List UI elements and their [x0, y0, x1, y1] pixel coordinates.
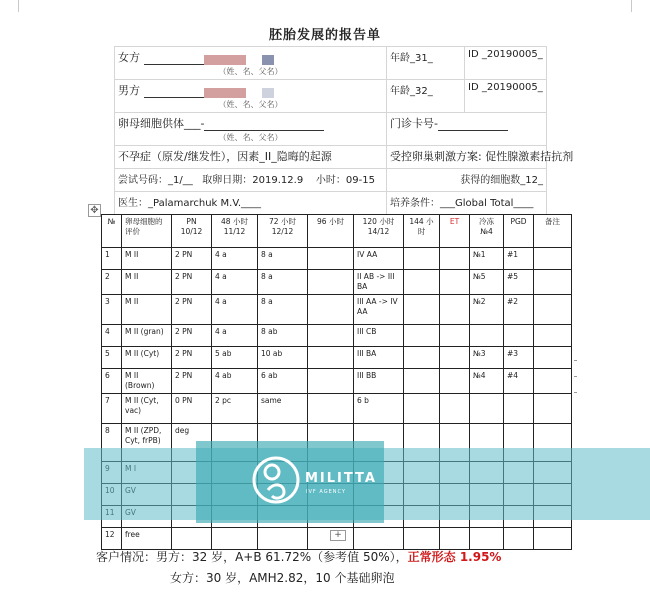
table-cell: 2 PN [172, 325, 212, 347]
table-cell: #1 [504, 248, 534, 270]
table-cell: 4 a [212, 248, 258, 270]
table-row [102, 394, 572, 424]
table-cell: №5 [470, 270, 504, 295]
column-header: 冷冻 №4 [470, 215, 504, 248]
table-cell [212, 528, 258, 550]
table-cell [470, 528, 504, 550]
table-cell [534, 325, 572, 347]
table-cell: M II (Cyt, vac) [122, 394, 172, 424]
table-cell [534, 295, 572, 325]
table-cell [440, 325, 470, 347]
table-cell: free [122, 528, 172, 550]
table-cell [404, 347, 440, 369]
table-cell: 2 pc [212, 394, 258, 424]
table-cell: 6 ab [258, 369, 308, 394]
column-header: 144 小时 [404, 215, 440, 248]
stimulation-protocol: 受控卵巢刺激方案: 促性腺激素拮抗剂 [387, 146, 547, 169]
table-cell: 7 [102, 394, 122, 424]
table-cell [308, 347, 354, 369]
watermark-brand: MILITTA [305, 471, 377, 486]
table-cell: #3 [504, 347, 534, 369]
table-cell: M II [122, 295, 172, 325]
doctor: 医生：_Palamarchuk M.V.____ [115, 192, 387, 215]
table-cell: 5 ab [212, 347, 258, 369]
table-cell: IV AA [354, 248, 404, 270]
table-cell: #2 [504, 295, 534, 325]
table-cell: 2 PN [172, 369, 212, 394]
cells-obtained: 获得的细胞数_12_ [387, 169, 547, 192]
table-cell: M II [122, 270, 172, 295]
column-header: 48 小时 11/12 [212, 215, 258, 248]
table-cell [308, 270, 354, 295]
clinic-card: 门诊卡号- [387, 113, 547, 146]
table-cell: 2 PN [172, 248, 212, 270]
table-header-row [102, 215, 572, 248]
male-id: ID _20190005_ [465, 80, 547, 113]
table-cell: №4 [470, 369, 504, 394]
ruler-mark [574, 376, 577, 377]
table-cell [534, 528, 572, 550]
table-move-handle-icon[interactable]: ✥ [88, 204, 101, 217]
column-header: 120 小时 14/12 [354, 215, 404, 248]
retrieval-hour: 09-15 [345, 175, 375, 186]
female-id: ID _20190005_ [465, 47, 547, 80]
table-cell: №1 [470, 248, 504, 270]
table-cell: 0 PN [172, 394, 212, 424]
table-cell: same [258, 394, 308, 424]
watermark-tagline: IVF AGENCY [306, 489, 346, 495]
table-cell [404, 528, 440, 550]
table-cell [258, 528, 308, 550]
table-cell: 4 ab [212, 369, 258, 394]
table-row [102, 270, 572, 295]
table-cell: 2 PN [172, 270, 212, 295]
table-cell: 3 [102, 295, 122, 325]
column-header: № [102, 215, 122, 248]
redacted-name [204, 55, 246, 65]
summary-line-2: 女方：30 岁，AMH2.82，10 个基础卵泡 [170, 571, 395, 585]
table-cell: II AB -> III BA [354, 270, 404, 295]
table-cell [534, 369, 572, 394]
table-cell: M II (Brown) [122, 369, 172, 394]
page-edge [631, 0, 632, 12]
table-cell: M II (gran) [122, 325, 172, 347]
table-cell [534, 248, 572, 270]
column-header: PN 10/12 [172, 215, 212, 248]
column-header: 卵母细胞的评价 [122, 215, 172, 248]
table-cell [354, 528, 404, 550]
table-cell: 4 a [212, 295, 258, 325]
attempt-and-date: 尝试号码：_1/__ 取卵日期：2019.12.9 小时：09-15 [115, 169, 387, 192]
table-cell: 1 [102, 248, 122, 270]
table-row [102, 325, 572, 347]
table-cell: III AA -> IV AA [354, 295, 404, 325]
male-age: 年龄_32_ [387, 80, 465, 113]
table-cell: 8 a [258, 270, 308, 295]
page-edge [18, 0, 19, 12]
table-cell: 8 a [258, 248, 308, 270]
table-cell [504, 325, 534, 347]
summary-line-1: 客户情况：男方：32 岁，A+B 61.72%（参考值 50%），正常形态 1.95% [96, 550, 502, 564]
female-name-cell: 女方 （姓、名、父名） [115, 47, 387, 80]
table-cell: 5 [102, 347, 122, 369]
table-cell: 6 [102, 369, 122, 394]
donor-cell: 卵母细胞供体___- （姓、名、父名） [115, 113, 387, 146]
table-cell [534, 347, 572, 369]
table-cell [404, 394, 440, 424]
column-header: 96 小时 [308, 215, 354, 248]
table-cell: 8 a [258, 295, 308, 325]
table-cell: №3 [470, 347, 504, 369]
table-cell [440, 394, 470, 424]
table-row [102, 248, 572, 270]
table-cell: M II (ZPD, Cyt, frPB) [122, 424, 172, 462]
table-cell [504, 394, 534, 424]
table-cell: 12 [102, 528, 122, 550]
table-row [102, 295, 572, 325]
table-cell [440, 369, 470, 394]
table-cell [504, 528, 534, 550]
table-row [102, 347, 572, 369]
table-cell: #4 [504, 369, 534, 394]
table-cell [404, 270, 440, 295]
table-cell: M II (Cyt) [122, 347, 172, 369]
patient-info-table [114, 46, 574, 215]
table-cell [308, 369, 354, 394]
table-cell [308, 295, 354, 325]
add-row-button[interactable]: + [330, 530, 346, 541]
column-header: 72 小时 12/12 [258, 215, 308, 248]
normal-morphology-value: 正常形态 1.95% [407, 550, 502, 564]
redacted-name [204, 88, 246, 98]
report-title: 胚胎发展的报告单 [268, 28, 381, 43]
table-cell: 6 b [354, 394, 404, 424]
militta-logo-icon [250, 452, 302, 508]
table-cell: 8 ab [258, 325, 308, 347]
ruler-mark [574, 392, 577, 393]
table-cell [308, 394, 354, 424]
column-header: 备注 [534, 215, 572, 248]
table-cell: 4 a [212, 325, 258, 347]
table-cell [440, 248, 470, 270]
table-cell [404, 369, 440, 394]
infertility-cause: 不孕症（原发/继发性），因素_II_隐晦的起源 [115, 146, 387, 169]
table-cell: #5 [504, 270, 534, 295]
retrieval-date: 2019.12.9 [252, 175, 304, 186]
table-cell: 4 a [212, 270, 258, 295]
table-cell: III CB [354, 325, 404, 347]
table-cell: 10 ab [258, 347, 308, 369]
column-header: ET [440, 215, 470, 248]
table-row [102, 369, 572, 394]
table-cell [440, 528, 470, 550]
male-name-cell: 男方 （姓、名、父名） [115, 80, 387, 113]
table-cell: III BA [354, 347, 404, 369]
table-cell: 4 [102, 325, 122, 347]
table-cell: III BB [354, 369, 404, 394]
table-cell [440, 347, 470, 369]
table-cell [440, 270, 470, 295]
table-cell [534, 270, 572, 295]
table-cell [404, 325, 440, 347]
table-cell [404, 248, 440, 270]
table-cell: №2 [470, 295, 504, 325]
table-cell: 2 [102, 270, 122, 295]
female-age: 年龄_31_ [387, 47, 465, 80]
table-cell [308, 325, 354, 347]
table-cell [470, 325, 504, 347]
culture-conditions: 培养条件：___Global Total____ [387, 192, 547, 215]
table-cell: 2 PN [172, 295, 212, 325]
table-cell: 8 [102, 424, 122, 462]
table-cell [308, 248, 354, 270]
column-header: PGD [504, 215, 534, 248]
table-cell [404, 295, 440, 325]
table-cell: deg [172, 424, 212, 462]
table-cell [470, 394, 504, 424]
ruler-mark [574, 360, 577, 361]
table-cell: M II [122, 248, 172, 270]
table-cell [534, 394, 572, 424]
table-cell [172, 528, 212, 550]
table-cell [440, 295, 470, 325]
table-cell: 2 PN [172, 347, 212, 369]
